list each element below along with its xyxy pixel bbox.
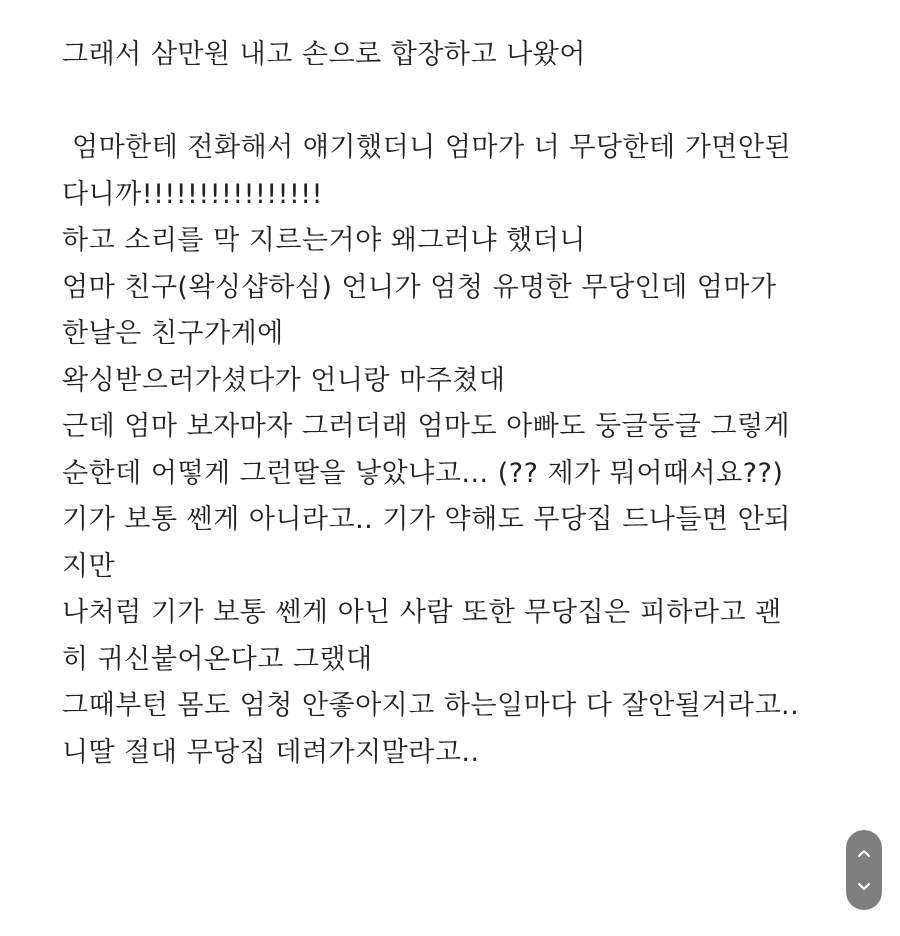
text-line-13: 나처럼 기가 보통 쎈게 아닌 사람 또한 무당집은 피하라고 괜 xyxy=(62,597,782,628)
text-line-4: 다니까!!!!!!!!!!!!!!!! xyxy=(62,178,323,210)
text-line-9: 근데 엄마 보자마자 그러더래 엄마도 아빠도 둥글둥글 그렇게 xyxy=(62,411,791,442)
text-line-3: 엄마한테 전화해서 얘기했더니 엄마가 너 무당한테 가면안된 xyxy=(72,132,792,163)
blank-line xyxy=(62,79,862,126)
text-line-15: 그때부턴 몸도 엄청 안좋아지고 하는일마다 다 잘안될거라고.. xyxy=(62,690,800,721)
text-line-8: 왁싱받으러가셨다가 언니랑 마주쳤대 xyxy=(62,364,506,396)
text-line-5: 하고 소리를 막 지르는거야 왜그러냐 했더니 xyxy=(62,225,586,256)
text-line-14: 히 귀신붙어온다고 그랬대 xyxy=(62,643,373,675)
chevron-up-icon xyxy=(857,848,871,858)
text-line-1: 그래서 삼만원 내고 손으로 합장하고 나왔어 xyxy=(62,39,586,70)
text-line-16: 니딸 절대 무당집 데려가지말라고.. xyxy=(62,736,480,768)
text-line-10: 순한데 어떻게 그런딸을 낳았냐고... (?? 제가 뭐어때서요??) xyxy=(62,457,784,489)
scroll-down-button[interactable] xyxy=(850,873,878,901)
scroll-up-button[interactable] xyxy=(850,839,878,867)
text-line-7: 한날은 친구가게에 xyxy=(62,318,284,349)
post-body xyxy=(62,32,862,776)
chevron-down-icon xyxy=(857,882,871,892)
text-line-11: 기가 보통 쎈게 아니라고.. 기가 약해도 무당집 드나들면 안되 xyxy=(62,504,791,535)
text-line-12: 지만 xyxy=(62,550,116,582)
text-line-6: 엄마 친구(왁싱샵하심) 언니가 엄청 유명한 무당인데 엄마가 xyxy=(62,271,777,303)
scroll-control xyxy=(846,830,882,910)
